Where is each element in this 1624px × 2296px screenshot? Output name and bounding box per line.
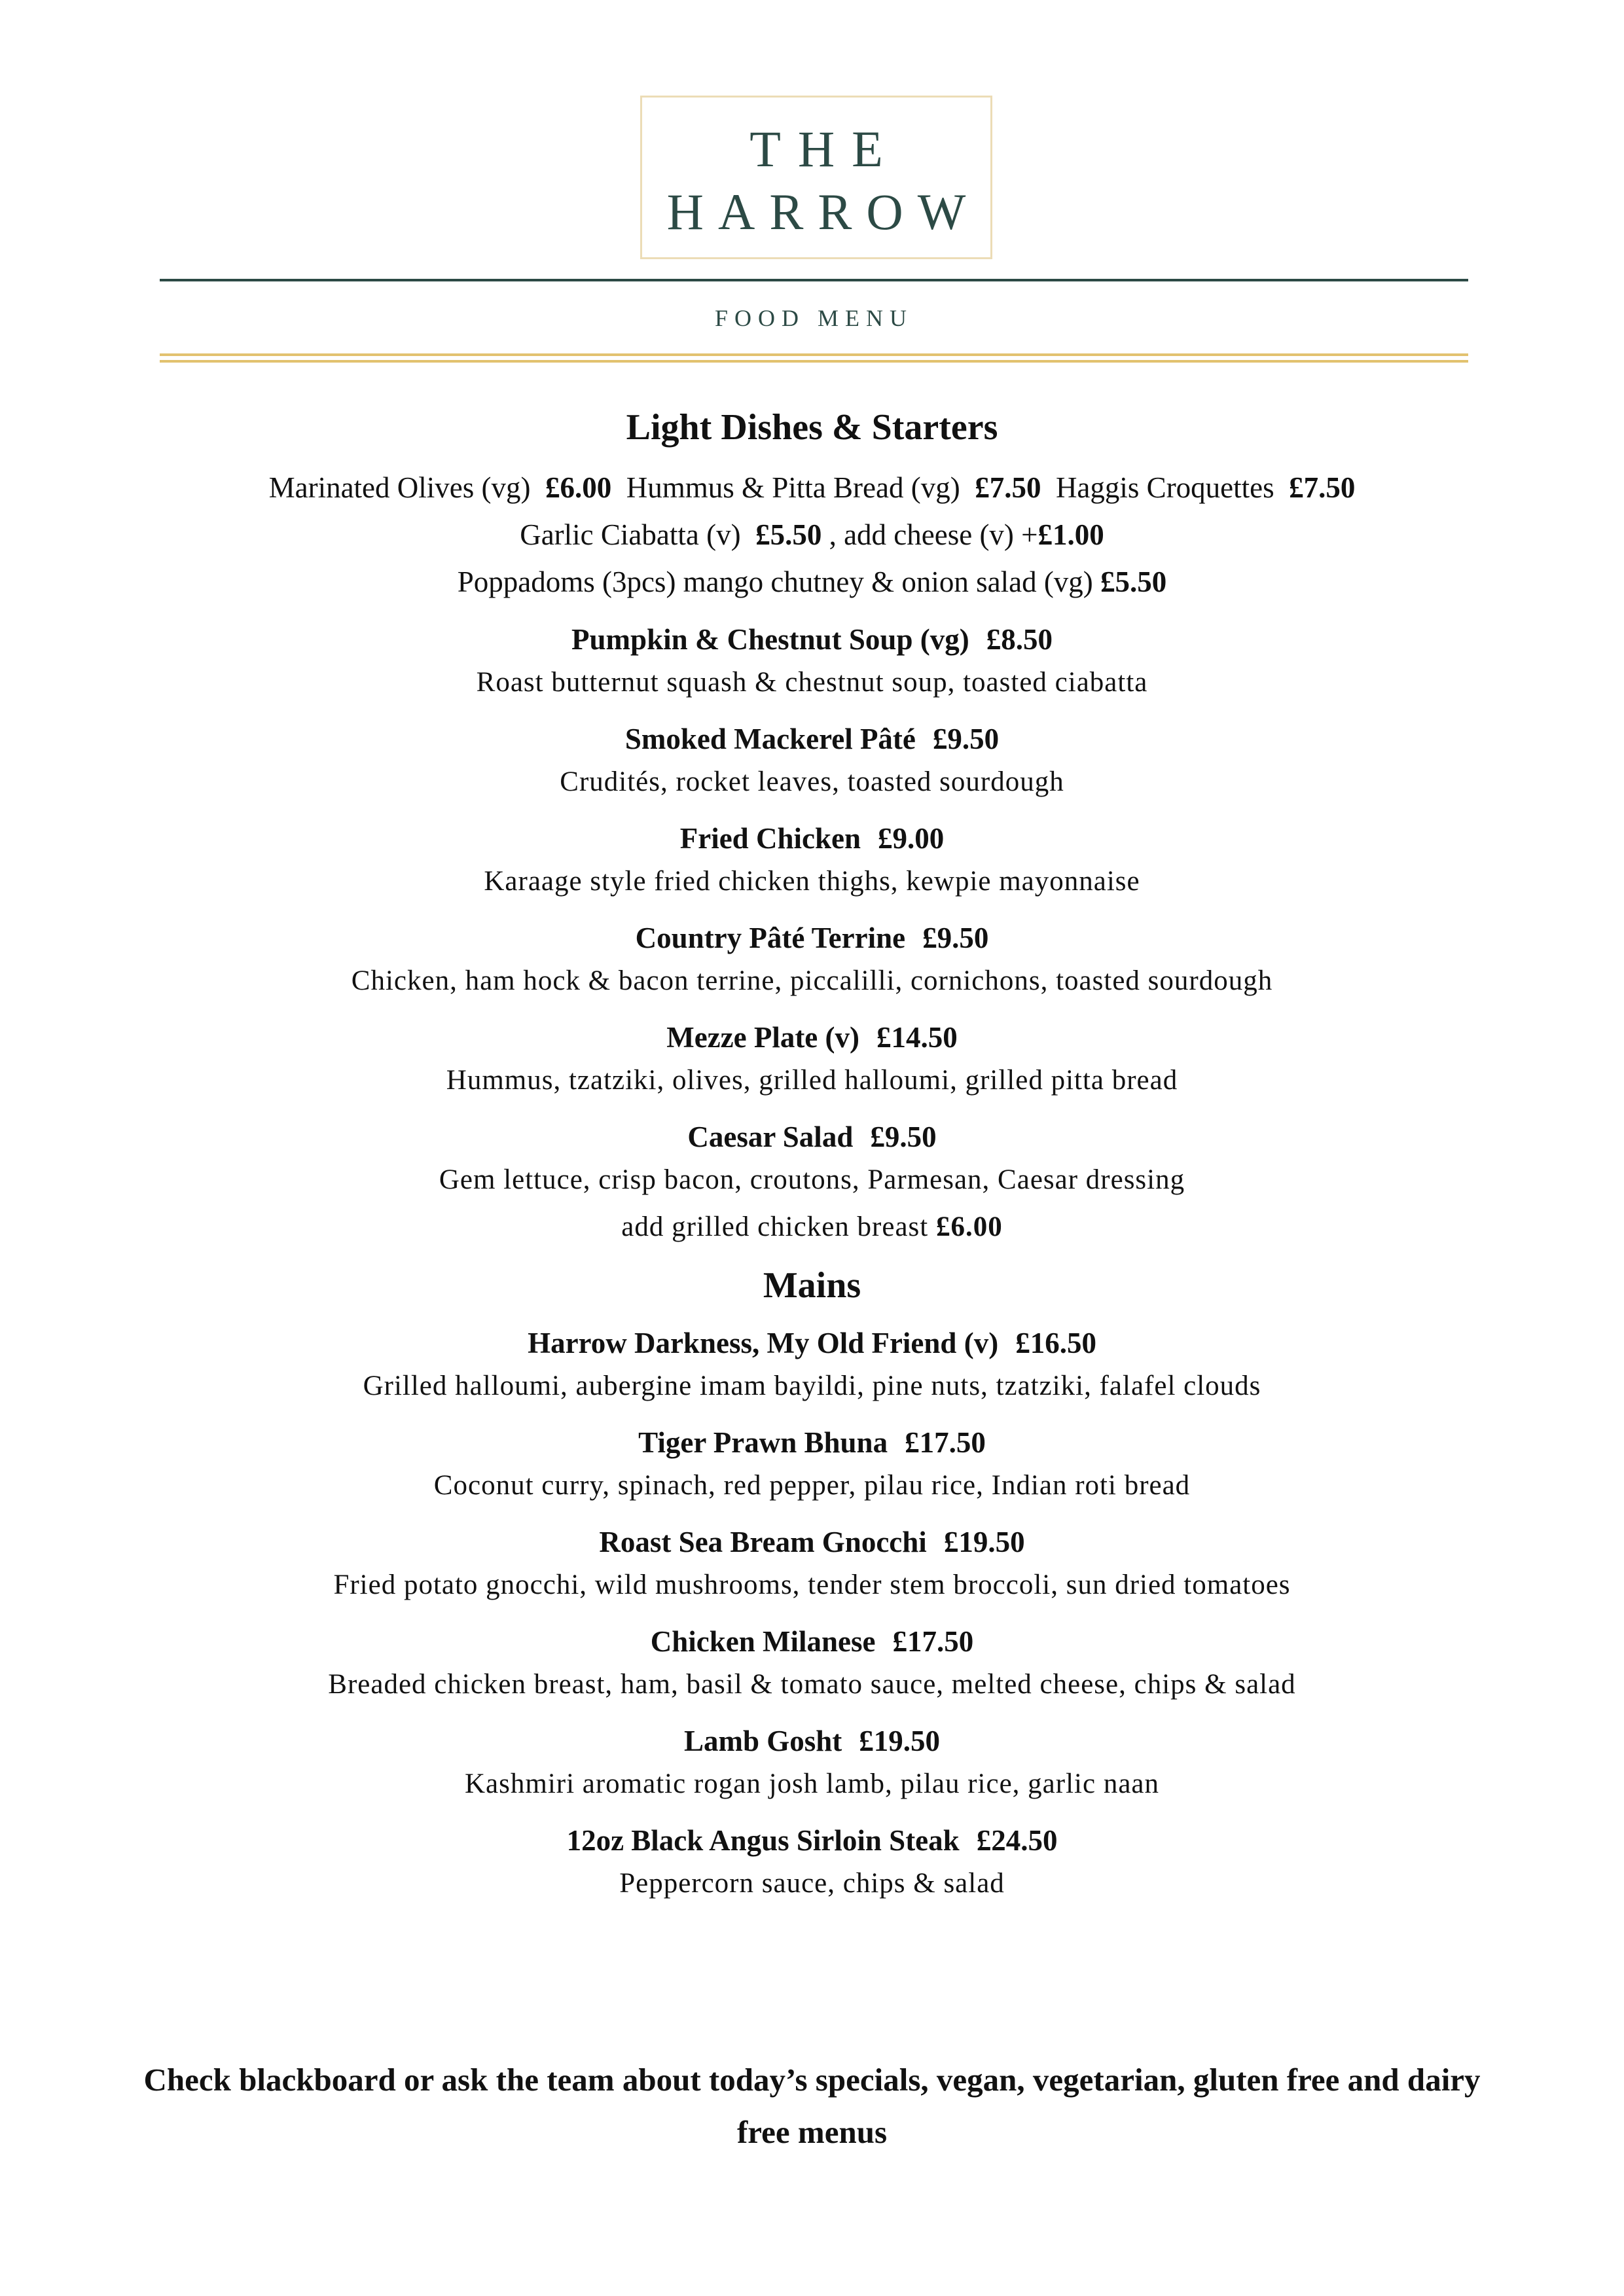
- menu-item-price: £19.50: [943, 1526, 1025, 1559]
- menu-item-heading: [131, 1521, 1493, 1563]
- side-item-price: £7.50: [975, 471, 1041, 505]
- menu-item-heading: [131, 1820, 1493, 1861]
- menu-item-heading: [131, 1621, 1493, 1662]
- menu-item-name: Harrow Darkness, My Old Friend (v): [528, 1327, 999, 1360]
- side-item-price: £5.50: [755, 518, 822, 552]
- menu-item-heading: [131, 817, 1493, 859]
- sides-line-3: [131, 558, 1493, 605]
- menu-item-price: £16.50: [1015, 1327, 1096, 1360]
- menu-item-price: £9.00: [878, 822, 945, 855]
- menu-item: [131, 1322, 1493, 1408]
- logo: [640, 96, 992, 259]
- menu-item-price: £19.50: [859, 1725, 941, 1758]
- side-item-price: £7.50: [1289, 471, 1356, 505]
- menu-item-name: Smoked Mackerel Pâté: [624, 723, 916, 756]
- menu-item-heading: [131, 619, 1493, 660]
- menu-item-description: Chicken, ham hock & bacon terrine, piccalilli, cornichons, toasted sourdough: [351, 965, 1273, 997]
- menu-item-description: Peppercorn sauce, chips & salad: [619, 1868, 1005, 1899]
- menu-item-name: Fried Chicken: [679, 822, 861, 855]
- menu-item-name: Caesar Salad: [687, 1121, 854, 1154]
- addon-price: £6.00: [935, 1211, 1003, 1243]
- menu-item-name: Roast Sea Bream Gnocchi: [599, 1526, 927, 1559]
- menu-item-name: Tiger Prawn Bhuna: [638, 1426, 888, 1460]
- side-item-price: £1.00: [1038, 518, 1104, 552]
- menu-item-addon: [131, 1202, 1493, 1252]
- menu-item-description: Kashmiri aromatic rogan josh lamb, pilau rice, garlic naan: [465, 1768, 1159, 1800]
- menu-item-price: £8.50: [986, 623, 1053, 656]
- menu-item: [131, 1016, 1493, 1103]
- menu-item-description: Breaded chicken breast, ham, basil & tomato sauce, melted cheese, chips & salad: [328, 1669, 1296, 1700]
- menu-item: [131, 1116, 1493, 1252]
- menu-item-price: £14.50: [876, 1021, 958, 1054]
- header-rule-gold-1: [160, 353, 1468, 356]
- side-item-price: £6.00: [545, 471, 612, 505]
- menu-item: [131, 718, 1493, 804]
- menu-item-name: Country Pâté Terrine: [635, 922, 906, 955]
- side-item-name: Hummus & Pitta Bread (vg): [626, 471, 960, 505]
- menu-item: [131, 1820, 1493, 1906]
- menu-item-price: £17.50: [892, 1625, 974, 1659]
- sides-line-2: [131, 511, 1493, 558]
- menu-item-heading: [131, 1322, 1493, 1364]
- menu-item: [131, 1521, 1493, 1607]
- menu-item-price: £9.50: [922, 922, 989, 955]
- sides-line-1: [131, 464, 1493, 511]
- menu-item-heading: [131, 1422, 1493, 1463]
- menu-item-heading: [131, 1720, 1493, 1762]
- logo-line-the: THE: [749, 120, 900, 177]
- menu-item: [131, 917, 1493, 1003]
- logo-line-harrow: HARROW: [666, 183, 981, 240]
- menu-item-description: Karaage style fried chicken thighs, kewpie mayonnaise: [484, 866, 1140, 897]
- menu-item-description: Gem lettuce, crisp bacon, croutons, Parmesan, Caesar dressing: [439, 1164, 1185, 1196]
- menu-item-description: Coconut curry, spinach, red pepper, pilau rice, Indian roti bread: [433, 1470, 1191, 1501]
- menu-item-price: £9.50: [932, 723, 1000, 756]
- header-rule-gold-2: [160, 360, 1468, 363]
- menu-item: [131, 1621, 1493, 1707]
- menu-item: [131, 1720, 1493, 1806]
- menu-item: [131, 1422, 1493, 1508]
- menu-item-price: £24.50: [976, 1824, 1058, 1857]
- menu-item-name: Lamb Gosht: [683, 1725, 842, 1758]
- menu-item-description: Fried potato gnocchi, wild mushrooms, tender stem broccoli, sun dried tomatoes: [333, 1570, 1291, 1601]
- section-title-starters: Light Dishes & Starters: [626, 407, 998, 448]
- menu-item-heading: [131, 1116, 1493, 1158]
- menu-item-description: Roast butternut squash & chestnut soup, toasted ciabatta: [476, 667, 1148, 698]
- menu-item-heading: [131, 917, 1493, 959]
- menu-item-description: Grilled halloumi, aubergine imam bayildi, pine nuts, tzatziki, falafel clouds: [363, 1371, 1261, 1402]
- menu-item-price: £17.50: [905, 1426, 986, 1460]
- footer-note: Check blackboard or ask the team about today’s specials, vegan, vegetarian, gluten free and dairy free menus: [143, 2062, 1481, 2150]
- menu-item-name: Chicken Milanese: [650, 1625, 876, 1659]
- addon-text: add grilled chicken breast: [621, 1211, 929, 1243]
- side-item-price: £5.50: [1100, 565, 1167, 599]
- menu-item-name: Pumpkin & Chestnut Soup (vg): [571, 623, 969, 656]
- section-title-mains: Mains: [763, 1265, 861, 1306]
- side-item-name: Marinated Olives (vg): [268, 471, 531, 505]
- side-item-name: Haggis Croquettes: [1055, 471, 1274, 505]
- menu-item-price: £9.50: [870, 1121, 937, 1154]
- menu-item-heading: [131, 1016, 1493, 1058]
- menu-content: [131, 406, 1493, 1906]
- menu-item-name: 12oz Black Angus Sirloin Steak: [566, 1824, 960, 1857]
- side-item-name: , add cheese (v) +: [829, 518, 1038, 552]
- side-item-name: Poppadoms (3pcs) mango chutney & onion salad (vg): [457, 565, 1093, 599]
- menu-subtitle: FOOD MENU: [714, 305, 913, 331]
- menu-item-description: Hummus, tzatziki, olives, grilled halloumi, grilled pitta bread: [446, 1065, 1178, 1096]
- header-rule-top: [160, 279, 1468, 281]
- side-item-name: Garlic Ciabatta (v): [520, 518, 741, 552]
- menu-item: [131, 619, 1493, 705]
- menu-item-name: Mezze Plate (v): [666, 1021, 860, 1054]
- menu-item: [131, 817, 1493, 904]
- menu-item-description: Crudités, rocket leaves, toasted sourdough: [560, 766, 1064, 798]
- menu-item-heading: [131, 718, 1493, 760]
